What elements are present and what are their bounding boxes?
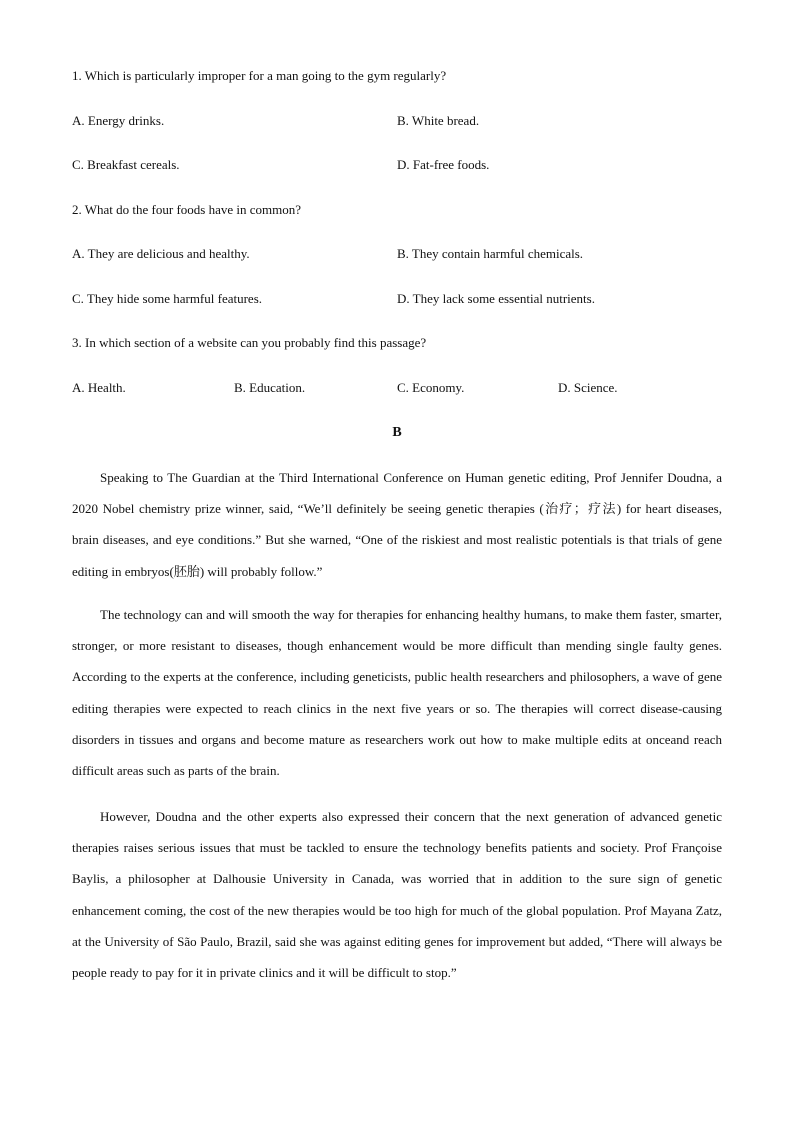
- question-1-option-c: C. Breakfast cereals.: [72, 157, 180, 172]
- question-3-option-b: B. Education.: [234, 380, 306, 395]
- question-2-option-b: B. They contain harmful chemicals.: [397, 246, 584, 261]
- question-2-stem: 2. What do the four foods have in common?: [72, 202, 302, 217]
- question-1-option-a: A. Energy drinks.: [72, 113, 165, 128]
- question-3-option-d: D. Science.: [558, 380, 618, 395]
- question-1-option-d: D. Fat-free foods.: [397, 157, 490, 172]
- section-b-paragraph-1: Speaking to The Guardian at the Third International Conference on Human genetic editing, Prof Jennifer Doudna, a 2020 Nobel chemistry prize winner, said, “We’ll definitely be seeing genetic therapies (治疗；疗法) for heart diseases, brain diseases, and eye conditions.” But she warned, “One of the riskiest and most realistic potentials is that trials of gene editing in embryos(胚胎) will probably follow.”: [72, 470, 722, 579]
- section-b-paragraph-2: The technology can and will smooth the way for therapies for enhancing healthy humans, to make them faster, smarter, stronger, or more resistant to diseases, though enhancement would be more difficult than mending single faulty genes. According to the experts at the conference, including geneticists, public health researchers and philosophers, a wave of gene editing therapies were expected to reach clinics in the next five years or so. The therapies will correct disease-causing disorders in tissues and organs and become mature as researchers work out how to make multiple edits at onceand reach difficult areas such as parts of the brain.: [72, 607, 722, 779]
- section-b-paragraph-3: However, Doudna and the other experts also expressed their concern that the next generation of advanced genetic therapies raises serious issues that must be tackled to ensure the technology benefits patients and society. Prof Françoise Baylis, a philosopher at Dalhousie University in Canada, was worried that in addition to the sure sign of genetic enhancement coming, the cost of the new therapies would be too high for much of the global population. Prof Mayana Zatz, at the University of São Paulo, Brazil, said she was against editing genes for improvement but added, “There will always be people ready to pay for it in private clinics and it will be difficult to stop.”: [72, 809, 722, 981]
- question-3-stem: 3. In which section of a website can you probably find this passage?: [72, 335, 427, 350]
- question-1-stem: 1. Which is particularly improper for a man going to the gym regularly?: [72, 68, 447, 83]
- question-1-option-b: B. White bread.: [397, 113, 480, 128]
- question-2-option-a: A. They are delicious and healthy.: [72, 246, 250, 261]
- question-3-option-a: A. Health.: [72, 380, 126, 395]
- question-2-option-d: D. They lack some essential nutrients.: [397, 291, 595, 306]
- section-b-title: B: [392, 425, 402, 440]
- question-2-option-c: C. They hide some harmful features.: [72, 291, 263, 306]
- question-3-option-c: C. Economy.: [397, 380, 465, 395]
